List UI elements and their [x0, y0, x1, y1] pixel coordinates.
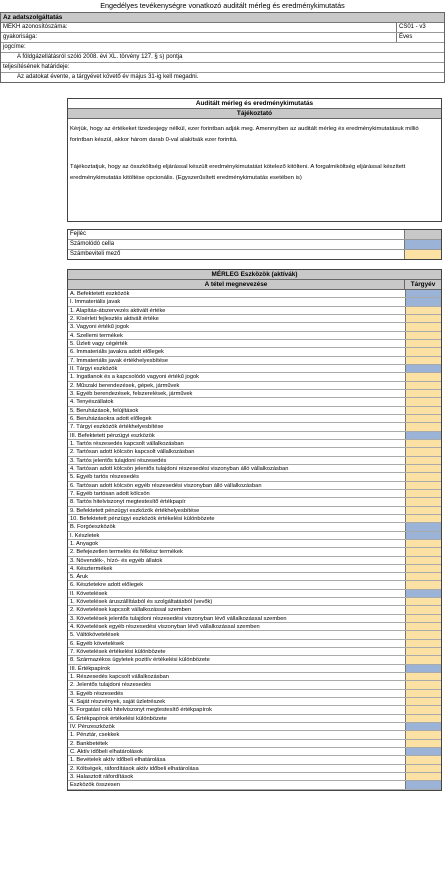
calculated-value-cell[interactable] [405, 723, 441, 730]
info-label: jogcíme: [3, 44, 26, 50]
notice-box [67, 98, 442, 222]
balance-row-label: 3. Egyéb részesedés [70, 690, 124, 697]
balance-title: MÉRLEG Eszközök (aktívák) [68, 269, 441, 280]
balance-row [68, 690, 441, 698]
input-value-cell[interactable] [405, 482, 441, 489]
calc-swatch [404, 240, 441, 249]
info-row-id [1, 23, 444, 33]
balance-row [68, 307, 441, 315]
input-value-cell[interactable] [405, 606, 441, 613]
balance-row-label: 3. Növendék-, hízó- és egyéb állatok [70, 557, 163, 564]
balance-row [68, 532, 441, 540]
balance-row [68, 332, 441, 340]
balance-row [68, 465, 441, 473]
balance-row-label: 4. Követelések egyéb részesedési viszonyban lévő vállalkozással szemben [70, 624, 260, 631]
notice-title: Auditált mérleg és eredménykimutatás [68, 99, 441, 109]
balance-row [68, 615, 441, 623]
input-value-cell[interactable] [405, 631, 441, 638]
balance-row-label: I. Immateriális javak [70, 299, 121, 306]
input-value-cell[interactable] [405, 573, 441, 580]
input-value-cell[interactable] [405, 340, 441, 347]
balance-row [68, 440, 441, 448]
balance-row-label: 3. Tartós jelentős tulajdoni részesedés [70, 457, 167, 464]
input-value-cell[interactable] [405, 407, 441, 414]
balance-row-label: 6. Értékpapírok értékelési különbözete [70, 715, 167, 722]
balance-row [68, 781, 441, 789]
balance-row-label: 5. Forgatási célú hitelviszonyt megtestesítő értékpapírok [70, 707, 212, 714]
balance-column-headers [68, 280, 441, 290]
balance-row-label: 7. Egyéb tartósan adott kölcsön [70, 490, 150, 497]
input-value-cell[interactable] [405, 690, 441, 697]
balance-row [68, 665, 441, 673]
input-value-cell[interactable] [405, 473, 441, 480]
balance-row [68, 548, 441, 556]
balance-row [68, 473, 441, 481]
balance-row-label: 5. Egyéb tartós részesedés [70, 474, 139, 481]
input-value-cell[interactable] [405, 415, 441, 422]
calculated-value-cell[interactable] [405, 290, 441, 297]
balance-row [68, 656, 441, 664]
balance-row-label: 7. Követelések értékelési különbözete [70, 649, 166, 656]
input-value-cell[interactable] [405, 756, 441, 763]
column-current-year: Tárgyév [410, 281, 436, 288]
info-row-frequency [1, 33, 444, 43]
input-value-cell[interactable] [405, 615, 441, 622]
calculated-value-cell[interactable] [405, 365, 441, 372]
input-value-cell[interactable] [405, 457, 441, 464]
balance-row [68, 590, 441, 598]
input-value-cell[interactable] [405, 307, 441, 314]
input-value-cell[interactable] [405, 373, 441, 380]
balance-row-label: 9. Befektetett pénzügyi eszközök értékhelyesbítése [70, 507, 200, 514]
balance-row [68, 640, 441, 648]
balance-row [68, 382, 441, 390]
input-value-cell[interactable] [405, 706, 441, 713]
info-label: MEKH azonosítószáma: [3, 24, 68, 30]
balance-row-label: 4. Saját részvények, saját üzletrészek [70, 699, 166, 706]
balance-row-label: 5. Váltókövetelések [70, 632, 120, 639]
balance-sheet-table [67, 269, 442, 791]
balance-row-label: 1. Pénztár, csekkek [70, 732, 120, 739]
input-swatch [404, 250, 441, 259]
balance-row [68, 723, 441, 731]
balance-row [68, 515, 441, 523]
balance-row [68, 507, 441, 515]
balance-row [68, 482, 441, 490]
sheet-title: Engedélyes tevékenységre vonatkozó auditált mérleg és eredménykimutatás [0, 0, 445, 13]
balance-row-label: 6. Egyéb követelések [70, 640, 125, 647]
balance-row-label: 5. Beruházások, felújítások [70, 407, 139, 414]
input-value-cell[interactable] [405, 315, 441, 322]
info-heading: Az adatszolgáltatás [1, 13, 444, 23]
calculated-value-cell[interactable] [405, 432, 441, 439]
input-value-cell[interactable] [405, 490, 441, 497]
balance-row [68, 373, 441, 381]
balance-row-label: II. Követelések [70, 590, 108, 597]
balance-row-label: 8. Tartós hitelviszonyt megtestesítő értékpapír [70, 499, 186, 506]
column-item-name: A tétel megnevezése [68, 280, 405, 289]
balance-row-label: Eszközök összesen [70, 782, 120, 789]
legend-input-label: Számbeviteli mező [70, 251, 121, 257]
input-value-cell[interactable] [405, 656, 441, 663]
balance-row-label: 4. Tenyészállatok [70, 399, 114, 406]
balance-row [68, 365, 441, 373]
info-label: gyakorisága: [3, 34, 38, 40]
calculated-value-cell[interactable] [405, 523, 441, 530]
balance-row [68, 540, 441, 548]
input-value-cell[interactable] [405, 557, 441, 564]
balance-row-label: 7. Immateriális javak értékhelyesbítése [70, 357, 168, 364]
balance-row [68, 631, 441, 639]
balance-row-label: 6. Immateriális javakra adott előlegek [70, 349, 164, 356]
balance-row-label: 2. Költségek, ráfordítások aktív időbeli elhatárolása [70, 765, 199, 772]
balance-row [68, 448, 441, 456]
balance-row [68, 681, 441, 689]
balance-row-label: 3. Vagyoni értékű jogok [70, 324, 130, 331]
balance-row-label: 4. Késztermékek [70, 565, 113, 572]
input-value-cell[interactable] [405, 740, 441, 747]
calculated-value-cell[interactable] [405, 748, 441, 755]
balance-row [68, 573, 441, 581]
info-row-legal-title [1, 43, 444, 53]
balance-row-label: 4. Tartósan adott kölcsön jelentős tulajdoni részesedési viszonyban álló vállalkozásban [70, 465, 289, 472]
deadline-label: teljesítésének határideje: [1, 63, 444, 73]
input-value-cell[interactable] [405, 681, 441, 688]
input-value-cell[interactable] [405, 565, 441, 572]
input-value-cell[interactable] [405, 515, 441, 522]
balance-row-label: 3. Egyéb berendezések, felszerelések, járművek [70, 390, 193, 397]
input-value-cell[interactable] [405, 765, 441, 772]
balance-row-label: A. Befektetett eszközök [70, 291, 130, 297]
balance-row [68, 523, 441, 531]
legend-calc [68, 240, 441, 250]
balance-row [68, 731, 441, 739]
input-value-cell[interactable] [405, 581, 441, 588]
input-value-cell[interactable] [405, 773, 441, 780]
balance-row [68, 298, 441, 306]
balance-row [68, 348, 441, 356]
balance-row-label: 2. Bankbetétek [70, 740, 108, 747]
balance-row-label: 2. Műszaki berendezések, gépek, járművek [70, 382, 180, 389]
input-value-cell[interactable] [405, 640, 441, 647]
balance-row [68, 565, 441, 573]
balance-row [68, 748, 441, 756]
balance-row-label: 6. Beruházásokra adott előlegek [70, 415, 152, 422]
balance-row [68, 773, 441, 781]
legend-header-label: Fejléc [70, 231, 87, 237]
header-swatch [404, 230, 441, 239]
input-value-cell[interactable] [405, 698, 441, 705]
balance-row [68, 398, 441, 406]
balance-row-label: 8. Származékos ügyletek pozitív értékelési különbözete [70, 657, 210, 664]
data-provision-info [0, 12, 445, 83]
input-value-cell[interactable] [405, 548, 441, 555]
balance-row [68, 357, 441, 365]
balance-row-label: C. Aktív időbeli elhatárolások [70, 749, 144, 756]
balance-row-label: 5. Üzleti vagy cégérték [70, 340, 128, 347]
legend-calc-label: Számolódó cella [70, 241, 115, 247]
balance-row-label: II. Tárgyi eszközök [70, 365, 118, 372]
balance-row-label: 1. Követelések áruszállításból és szolgáltatásból (vevők) [70, 599, 213, 606]
balance-row [68, 490, 441, 498]
balance-row-label: 1. Bevételek aktív időbeli elhatárolása [70, 757, 166, 764]
balance-row [68, 415, 441, 423]
balance-row [68, 606, 441, 614]
input-value-cell[interactable] [405, 398, 441, 405]
balance-row-label: 1. Tartós részesedés kapcsolt vállalkozásban [70, 440, 184, 447]
input-value-cell[interactable] [405, 540, 441, 547]
balance-row [68, 457, 441, 465]
balance-rows [68, 290, 441, 790]
input-value-cell[interactable] [405, 715, 441, 722]
balance-row [68, 340, 441, 348]
input-value-cell[interactable] [405, 440, 441, 447]
balance-row-label: 2. Követelések kapcsolt vállalkozással szemben [70, 607, 192, 614]
input-value-cell[interactable] [405, 390, 441, 397]
input-value-cell[interactable] [405, 498, 441, 505]
calculated-value-cell[interactable] [405, 665, 441, 672]
info-value-cell[interactable]: CS01 - v3 [396, 23, 444, 32]
input-value-cell[interactable] [405, 731, 441, 738]
balance-row [68, 706, 441, 714]
input-value-cell[interactable] [405, 623, 441, 630]
balance-row [68, 648, 441, 656]
input-value-cell[interactable] [405, 348, 441, 355]
balance-row-label: 6. Tartósan adott kölcsön egyéb részesedési viszonyban álló vállalkozásban [70, 482, 262, 489]
balance-row [68, 557, 441, 565]
balance-row [68, 765, 441, 773]
balance-row-label: 1. Ingatlanok és a kapcsolódó vagyoni értékű jogok [70, 374, 200, 381]
balance-row-label: 4. Szellemi termékek [70, 332, 123, 339]
balance-row [68, 432, 441, 440]
input-value-cell[interactable] [405, 357, 441, 364]
input-value-cell[interactable] [405, 382, 441, 389]
legal-basis-text: A földgázellátásról szóló 2008. évi XL. törvény 127. § s) pontja [1, 53, 444, 63]
balance-row [68, 290, 441, 298]
deadline-text: Az adatokat évente, a tárgyévet követő év május 31-ig kell megadni. [17, 74, 199, 80]
input-value-cell[interactable] [405, 448, 441, 455]
balance-row-label: IV. Pénzeszközök [70, 724, 115, 731]
balance-row [68, 756, 441, 764]
balance-row-label: 1. Alapítás-átszervezés aktivált értéke [70, 307, 166, 314]
calculated-value-cell[interactable] [405, 532, 441, 539]
balance-row-label: 1. Részesedés kapcsolt vállalkozásban [70, 674, 169, 681]
balance-row [68, 673, 441, 681]
balance-row-label: I. Készletek [70, 532, 100, 539]
balance-row [68, 581, 441, 589]
balance-row-label: 6. Készletekre adott előlegek [70, 582, 144, 589]
balance-row-label: 1. Anyagok [70, 540, 99, 547]
input-value-cell[interactable] [405, 507, 441, 514]
balance-row-label: 3. Halasztott ráfordítások [70, 774, 134, 781]
notice-subtitle: Tájékoztató [68, 109, 441, 119]
input-value-cell[interactable] [405, 332, 441, 339]
notice-paragraph-2: Tájékoztatjuk, hogy az összköltség eljárással készült eredménykimutatást kötelező kitölteni. A forgalmiköltség eljárással készített eredménykimutatás kitöltése opcionális. (Egyszerűsített eredménykimutatás esetében is) [70, 164, 406, 181]
balance-row [68, 323, 441, 331]
balance-row-label: 7. Tárgyi eszközök értékhelyesbítése [70, 424, 164, 431]
info-value-cell[interactable]: Éves [396, 33, 444, 42]
input-value-cell[interactable] [405, 323, 441, 330]
balance-row-label: 5. Áruk [70, 574, 89, 581]
balance-row [68, 315, 441, 323]
balance-row-label: III. Értékpapírok [70, 665, 111, 672]
balance-row [68, 623, 441, 631]
balance-row-label: 2. Befejezetlen termelés és félkész termékek [70, 549, 183, 556]
balance-row-label: B. Forgóeszközök [70, 524, 116, 531]
calculated-value-cell[interactable] [405, 590, 441, 597]
balance-row [68, 740, 441, 748]
balance-row [68, 407, 441, 415]
balance-row [68, 498, 441, 506]
notice-paragraph-1: Kérjük, hogy az értékeket tizedesjegy nélkül, ezer forintban adják meg. Amennyiben az auditált mérleg és eredménykimutatásuk millió forintban készül, akkor három darab 0-val alakítsák ezer forinttá. [70, 126, 419, 143]
balance-row-label: 2. Tartósan adott kölcsön kapcsolt vállalkozásban [70, 449, 195, 456]
balance-row-label: 10. Befektetett pénzügyi eszközök értékelési különbözete [70, 515, 215, 522]
balance-row-label: 2. Kísérleti fejlesztés aktivált értéke [70, 315, 159, 322]
input-value-cell[interactable] [405, 648, 441, 655]
balance-row [68, 698, 441, 706]
balance-row [68, 715, 441, 723]
calculated-value-cell[interactable] [405, 781, 441, 788]
balance-row [68, 423, 441, 431]
balance-row-label: 3. Követelések jelentős tulajdoni részesedési viszonyban lévő vállalkozással szemben [70, 615, 287, 622]
input-value-cell[interactable] [405, 465, 441, 472]
cell-legend [67, 229, 442, 260]
balance-row [68, 598, 441, 606]
calculated-value-cell[interactable] [405, 298, 441, 305]
legend-header [68, 230, 441, 240]
input-value-cell[interactable] [405, 673, 441, 680]
balance-row-label: 2. Jelentős tulajdoni részesedés [70, 682, 151, 689]
input-value-cell[interactable] [405, 423, 441, 430]
input-value-cell[interactable] [405, 598, 441, 605]
legend-input [68, 250, 441, 259]
balance-row [68, 390, 441, 398]
balance-row-label: III. Befektetett pénzügyi eszközök [70, 432, 155, 439]
